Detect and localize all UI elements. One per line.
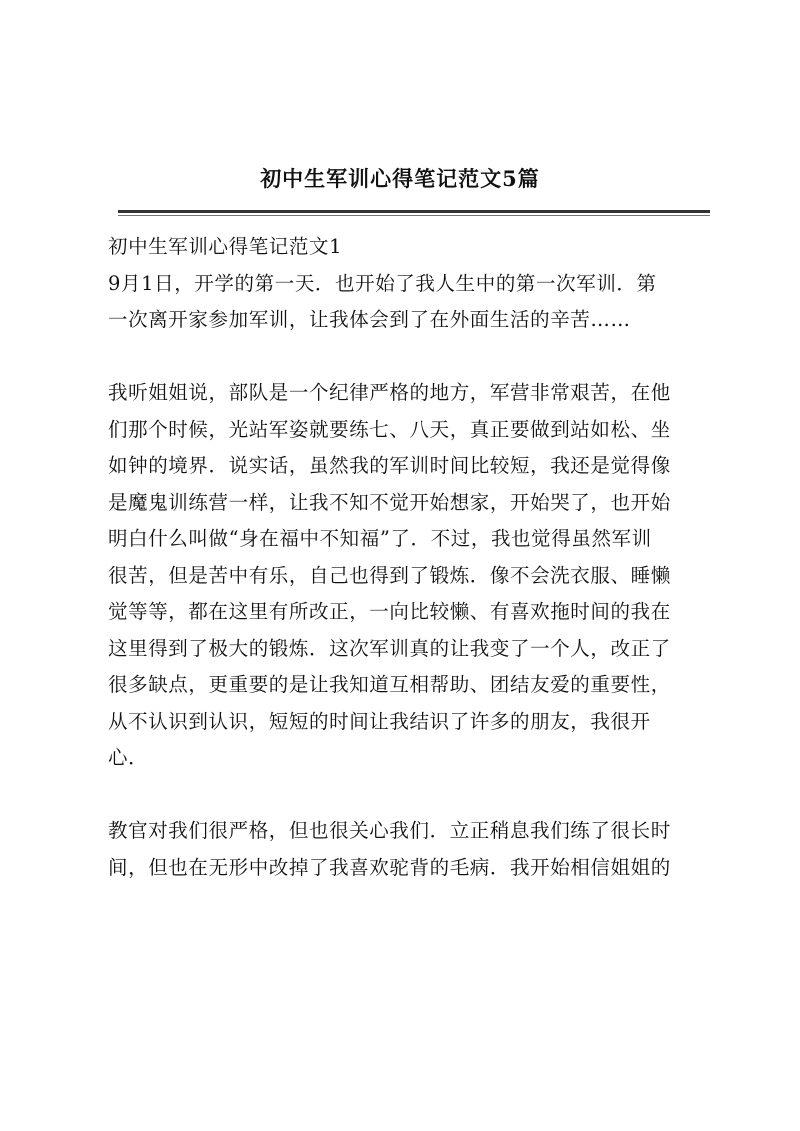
document-body [108,229,708,886]
paragraph-line: 们那个时候，光站军姿就要练七、八天，真正要做到站如松、坐 [108,417,671,441]
document-title: 初中生军训心得笔记范文5篇 [260,166,540,191]
paragraph-line: 如钟的境界．说实话，虽然我的军训时间比较短，我还是觉得像 [108,454,671,477]
paragraph-line: 觉等等，都在这里有所改正，一向比较懒、有喜欢拖时间的我在 [108,600,671,623]
paragraph-line: 这里得到了极大的锻炼．这次军训真的让我变了一个人，改正了 [108,636,671,660]
paragraph-line: 明白什么叫做“身在福中不知福”了．不过，我也觉得虽然军训 [108,527,652,550]
paragraph-line: 很苦，但是苦中有乐，自己也得到了锻炼．像不会洗衣服、睡懒 [108,563,671,587]
section-heading: 初中生军训心得笔记范文1 [108,235,343,258]
paragraph-line: 间，但也在无形中改掉了我喜欢驼背的毛病．我开始相信姐姐的 [108,855,671,879]
paragraph-line: 很多缺点，更重要的是让我知道互相帮助、团结友爱的重要性， [108,673,671,696]
paragraph-line: 心． [108,746,149,769]
paragraph-gap [108,339,708,376]
title-divider-thin [118,215,710,216]
paragraph-line: 一次离开家参加军训，让我体会到了在外面生活的辛苦…… [108,308,631,331]
paragraph-line: 9月1日，开学的第一天．也开始了我人生中的第一次军训．第 [108,271,657,295]
paragraph-gap [108,777,708,814]
title-divider [118,210,710,213]
paragraph-line: 教官对我们很严格，但也很关心我们．立正稍息我们练了很长时 [108,819,671,842]
paragraph-line: 从不认识到认识，短短的时间让我结识了许多的朋友，我很开 [108,709,651,733]
paragraph-line: 我听姐姐说，部队是一个纪律严格的地方，军营非常艰苦，在他 [108,381,671,404]
paragraph-line: 是魔鬼训练营一样，让我不知不觉开始想家，开始哭了，也开始 [108,490,671,514]
